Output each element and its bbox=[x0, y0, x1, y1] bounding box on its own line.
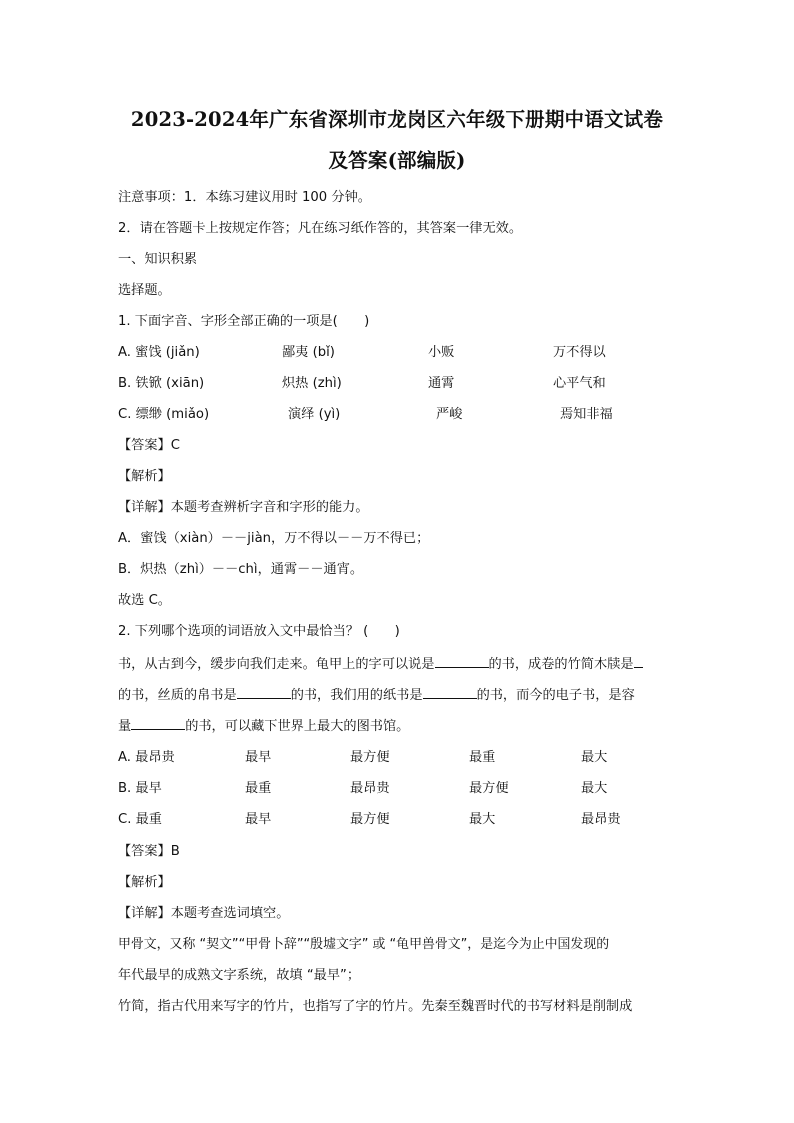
option-a-item-4: 最重 bbox=[469, 750, 496, 765]
option-b-item-4: 心平气和 bbox=[553, 376, 606, 391]
passage-text: 的书，成卷的竹简木牍是 bbox=[488, 657, 634, 672]
option-b-item-3: 最昂贵 bbox=[350, 781, 390, 796]
question-2-explanation-line-3: 竹简，指古代用来写字的竹片，也指写了字的竹片。先秦至魏晋时代的书写材料是削制成 bbox=[118, 999, 633, 1014]
option-b-item-4: 最方便 bbox=[469, 781, 509, 796]
option-a-item-1: A. 最昂贵 bbox=[118, 750, 175, 765]
question-type-label: 选择题。 bbox=[118, 283, 171, 298]
option-a-item-5: 最大 bbox=[581, 750, 608, 765]
option-c-item-4: 焉知非福 bbox=[560, 407, 613, 422]
document-title-line-2: 及答案(部编版) bbox=[328, 149, 466, 172]
option-c-item-1: C. 最重 bbox=[118, 812, 162, 827]
fill-blank bbox=[423, 685, 477, 699]
question-2-explanation-line-2: 年代最早的成熟文字系统，故填 “最早”； bbox=[118, 968, 361, 983]
option-c-item-5: 最昂贵 bbox=[581, 812, 621, 827]
question-2-passage-line-2 bbox=[118, 685, 678, 705]
fill-blank bbox=[237, 685, 291, 699]
option-c-item-3: 最方便 bbox=[350, 812, 390, 827]
question-2-passage-line-1 bbox=[118, 654, 678, 674]
question-1-conclusion: 故选 C。 bbox=[118, 593, 171, 608]
option-a-item-3: 最方便 bbox=[350, 750, 390, 765]
passage-text: 量 bbox=[118, 719, 132, 734]
question-1-analysis-label: 【解析】 bbox=[118, 469, 171, 484]
option-b-item-5: 最大 bbox=[581, 781, 608, 796]
question-2-stem: 2. 下列哪个选项的词语放入文中最恰当？ ( ) bbox=[118, 624, 400, 639]
option-c-item-2: 最早 bbox=[245, 812, 272, 827]
option-c-item-1: C. 缥缈 (miǎo) bbox=[118, 407, 210, 422]
fill-blank bbox=[435, 654, 489, 668]
option-b-item-2: 最重 bbox=[245, 781, 272, 796]
question-2-answer: 【答案】B bbox=[118, 844, 180, 859]
question-1-answer: 【答案】C bbox=[118, 438, 180, 453]
option-a-item-2: 最早 bbox=[245, 750, 272, 765]
question-2-passage-line-3 bbox=[118, 716, 678, 736]
option-a-item-3: 小贩 bbox=[428, 345, 455, 360]
option-b-item-1: B. 铁锨 (xiān) bbox=[118, 376, 205, 391]
passage-text: 的书，而今的电子书，是容 bbox=[476, 688, 635, 703]
option-b-item-1: B. 最早 bbox=[118, 781, 162, 796]
option-b-item-2: 炽热 (zhì) bbox=[282, 376, 342, 391]
question-1-stem: 1. 下面字音、字形全部正确的一项是( ) bbox=[118, 314, 370, 329]
option-b-item-3: 通霄 bbox=[428, 376, 455, 391]
question-2-detail: 【详解】本题考查选词填空。 bbox=[118, 906, 290, 921]
passage-text: 书，从古到今，缓步向我们走来。龟甲上的字可以说是 bbox=[118, 657, 435, 672]
passage-text: 的书，可以藏下世界上最大的图书馆。 bbox=[185, 719, 410, 734]
section-heading: 一、知识积累 bbox=[118, 252, 198, 267]
option-c-item-2: 演绎 (yì) bbox=[288, 407, 341, 422]
document-title-line-1: 2023-2024年广东省深圳市龙岗区六年级下册期中语文试卷 bbox=[130, 108, 664, 131]
question-2-analysis-label: 【解析】 bbox=[118, 875, 171, 890]
notice-line-1: 注意事项：1．本练习建议用时 100 分钟。 bbox=[118, 190, 371, 205]
question-1-detail: 【详解】本题考查辨析字音和字形的能力。 bbox=[118, 500, 369, 515]
option-a-item-1: A. 蜜饯 (jiǎn) bbox=[118, 345, 200, 360]
option-c-item-4: 最大 bbox=[469, 812, 496, 827]
option-c-item-3: 严峻 bbox=[436, 407, 463, 422]
passage-text: 的书，我们用的纸书是 bbox=[290, 688, 423, 703]
question-1-explanation-a: A．蜜饯（xiàn）－－jiàn，万不得以－－万不得已； bbox=[118, 531, 430, 546]
fill-blank bbox=[131, 716, 185, 730]
passage-text: 的书，丝质的帛书是 bbox=[118, 688, 237, 703]
question-2-explanation-line-1: 甲骨文，又称 “契文”“甲骨卜辞”“殷墟文字” 或 “龟甲兽骨文”，是迄今为止中国发现的 bbox=[118, 937, 610, 952]
option-a-item-4: 万不得以 bbox=[553, 345, 606, 360]
notice-line-2: 2．请在答题卡上按规定作答；凡在练习纸作答的，其答案一律无效。 bbox=[118, 221, 523, 236]
fill-blank bbox=[634, 654, 643, 668]
question-1-explanation-b: B．炽热（zhì）－－chì，通霄－－通宵。 bbox=[118, 562, 364, 577]
option-a-item-2: 鄙夷 (bǐ) bbox=[282, 345, 335, 360]
